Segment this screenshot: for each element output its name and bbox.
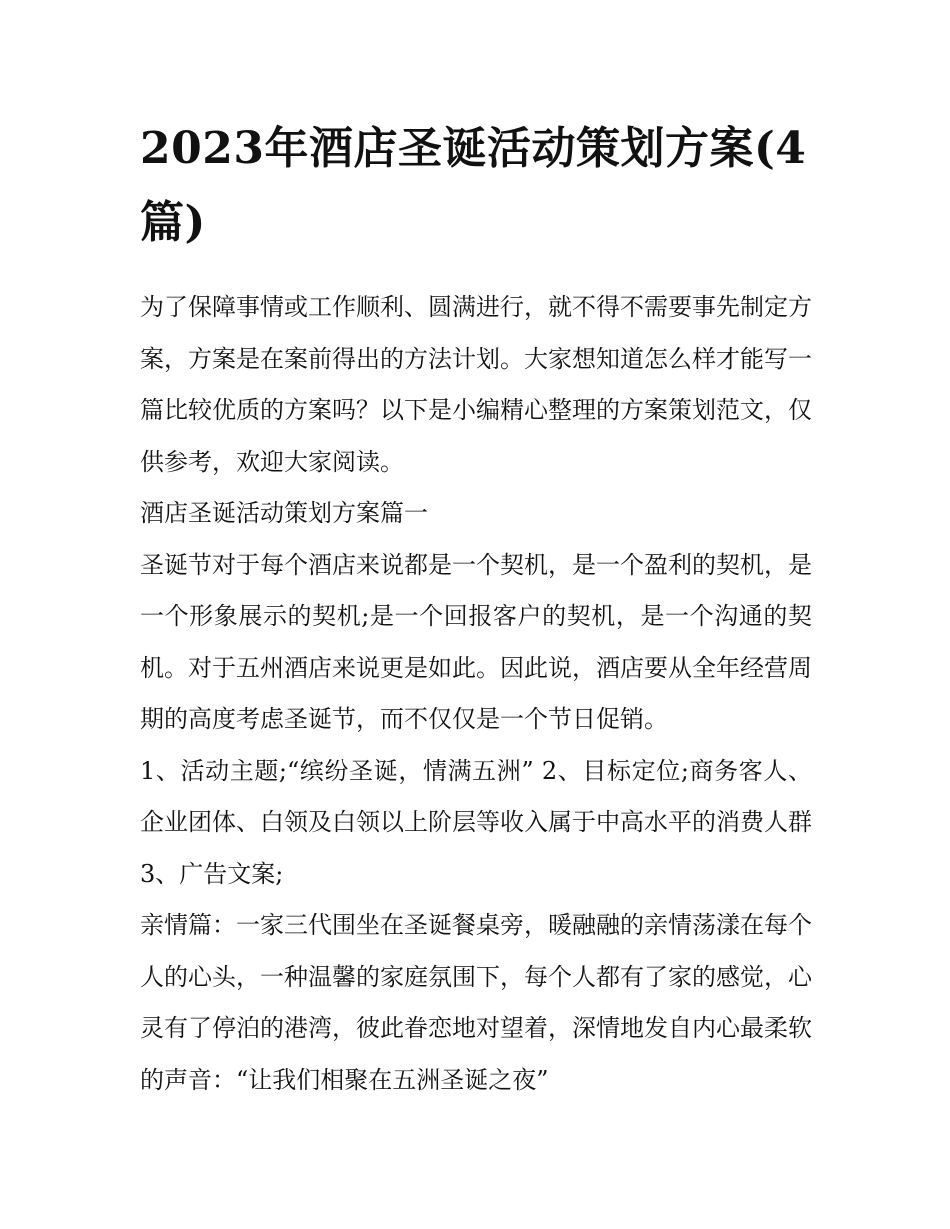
document-title: 2023年酒店圣诞活动策划方案(4篇) [140,123,807,248]
body-paragraph: 1、活动主题;“缤纷圣诞，情满五洲” 2、目标定位;商务客人、企业团体、白领及白领以上阶层等收入属于中高水平的消费人群 3、广告文案; [140,756,812,888]
intro-paragraph: 为了保障事情或工作顺利、圆满进行，就不得不需要事先制定方案，方案是在案前得出的方法计划。大家想知道怎么样才能写一篇比较优质的方案吗？以下是小编精心整理的方案策划范文，仅供参考，欢迎大家阅读。 [140,293,812,476]
body-paragraph: 圣诞节对于每个酒店来说都是一个契机，是一个盈利的契机，是一个形象展示的契机;是一个回报客户的契机，是一个沟通的契机。对于五州酒店来说更是如此。因此说，酒店要从全年经营周期的高度考虑圣诞节，而不仅仅是一个节日促销。 [140,550,812,733]
document-body [140,112,812,1106]
section-heading: 酒店圣诞活动策划方案篇一 [140,499,428,527]
body-paragraph: 亲情篇：一家三代围坐在圣诞餐桌旁，暖融融的亲情荡漾在每个人的心头，一种温馨的家庭氛围下，每个人都有了家的感觉，心灵有了停泊的港湾，彼此眷恋地对望着，深情地发自内心最柔软的声音：“让我们相聚在五洲圣诞之夜” [140,911,812,1094]
